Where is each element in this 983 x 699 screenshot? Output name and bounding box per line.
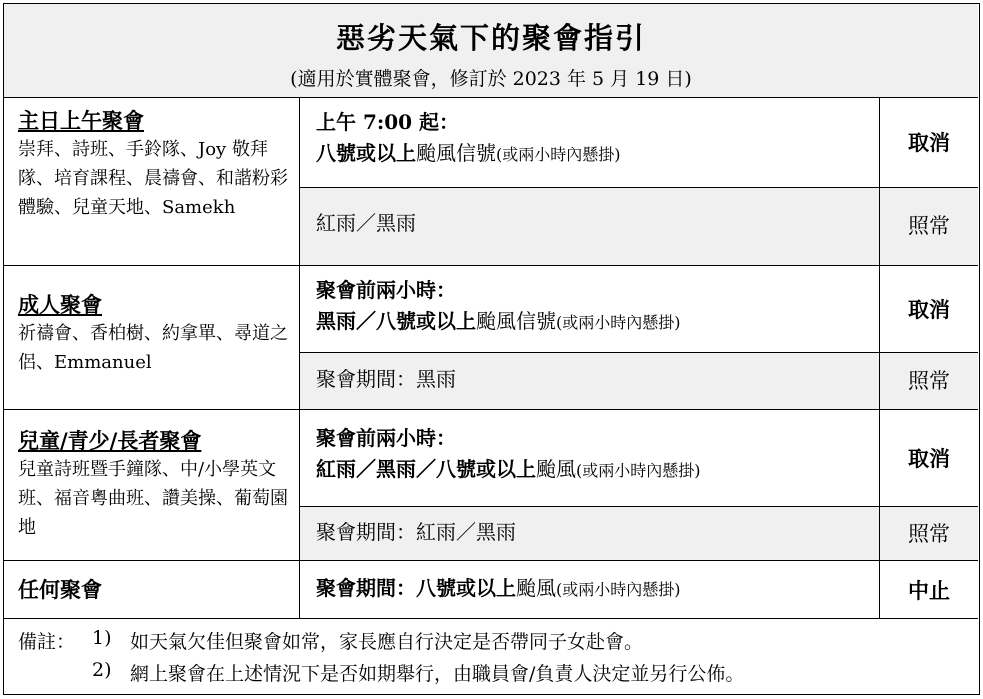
condition-signal-bold: 八號或以上 (316, 141, 416, 165)
group-heading: 成人聚會 (18, 292, 102, 317)
action-normal: 照常 (908, 369, 950, 393)
condition-cell (300, 97, 880, 265)
action-normal: 照常 (908, 522, 950, 546)
condition-cancel (300, 409, 879, 506)
condition-cell (300, 560, 880, 618)
condition-time: 上午 7:00 起： (316, 110, 460, 134)
action-cell (880, 265, 978, 409)
condition-time: 聚會前兩小時： (316, 426, 456, 450)
action-cancel: 取消 (908, 130, 950, 155)
meeting-group-cell (4, 409, 300, 560)
meeting-group-cell (4, 97, 300, 265)
row-children-youth-elderly (4, 409, 978, 561)
condition-signal: 颱風 (516, 576, 556, 600)
condition-note: (或兩小時內懸掛) (556, 313, 681, 332)
condition-cell (300, 409, 880, 560)
meeting-group-cell (4, 560, 300, 618)
title-section (4, 4, 978, 98)
condition-text: 聚會期間：紅雨／黑雨 (316, 520, 516, 544)
action-cancel: 取消 (908, 446, 950, 471)
group-heading: 任何聚會 (18, 577, 102, 602)
condition-signal: 颱風信號 (416, 141, 496, 165)
row-any-meeting (4, 560, 978, 619)
guideline-sheet (3, 3, 980, 695)
action-suspend: 中止 (908, 578, 950, 603)
condition-signal-bold: 紅雨／黑雨／八號或以上 (316, 457, 536, 481)
condition-signal-bold: 聚會期間：八號或以上 (316, 576, 516, 600)
note-1-text: 如天氣欠佳但聚會如常，家長應自行決定是否帶同子女赴會。 (130, 631, 644, 653)
condition-note: (或兩小時內懸掛) (576, 461, 701, 480)
action-cell (880, 409, 978, 560)
condition-time: 聚會前兩小時： (316, 278, 456, 302)
group-meetings: 祈禱會、香柏樹、約拿單、尋道之侶、Emmanuel (18, 323, 288, 373)
page-title: 惡劣天氣下的聚會指引 (335, 21, 646, 55)
condition-normal (300, 352, 879, 409)
action-cell (880, 97, 978, 265)
condition-normal (300, 506, 879, 560)
action-cancel: 取消 (908, 297, 950, 322)
row-sunday-morning (4, 97, 978, 266)
row-adult (4, 265, 978, 410)
action-cell (880, 560, 978, 618)
group-heading: 主日上午聚會 (18, 108, 144, 133)
condition-text: 紅雨／黑雨 (316, 211, 416, 235)
condition-signal-bold: 黑雨／八號或以上 (316, 309, 476, 333)
condition-cancel (300, 97, 879, 187)
condition-normal (300, 187, 879, 265)
condition-signal: 颱風信號 (476, 309, 556, 333)
page-subtitle: (適用於實體聚會，修訂於 2023 年 5 月 19 日) (290, 68, 692, 90)
notes-label: 備註： (18, 631, 76, 653)
note-1-number: 1) (92, 627, 112, 649)
condition-note: (或兩小時內懸掛) (496, 145, 621, 164)
note-2-number: 2) (92, 659, 112, 681)
note-2-text: 網上聚會在上述情況下是否如期舉行，由職員會/負責人決定並另行公佈。 (130, 663, 745, 685)
group-meetings: 崇拜、詩班、手鈴隊、Joy 敬拜隊、培育課程、晨禱會、和諧粉彩體驗、兒童天地、Samekh (18, 139, 288, 218)
condition-cell (300, 265, 880, 409)
condition-cancel (300, 265, 879, 352)
condition-text: 聚會期間：黑雨 (316, 367, 456, 391)
meeting-group-cell (4, 265, 300, 409)
group-meetings: 兒童詩班暨手鐘隊、中/小學英文班、福音粵曲班、讚美操、葡萄園地 (18, 459, 288, 538)
condition-signal: 颱風 (536, 457, 576, 481)
group-heading: 兒童/青少/長者聚會 (18, 428, 202, 453)
condition-note: (或兩小時內懸掛) (556, 580, 681, 599)
action-normal: 照常 (908, 214, 950, 238)
